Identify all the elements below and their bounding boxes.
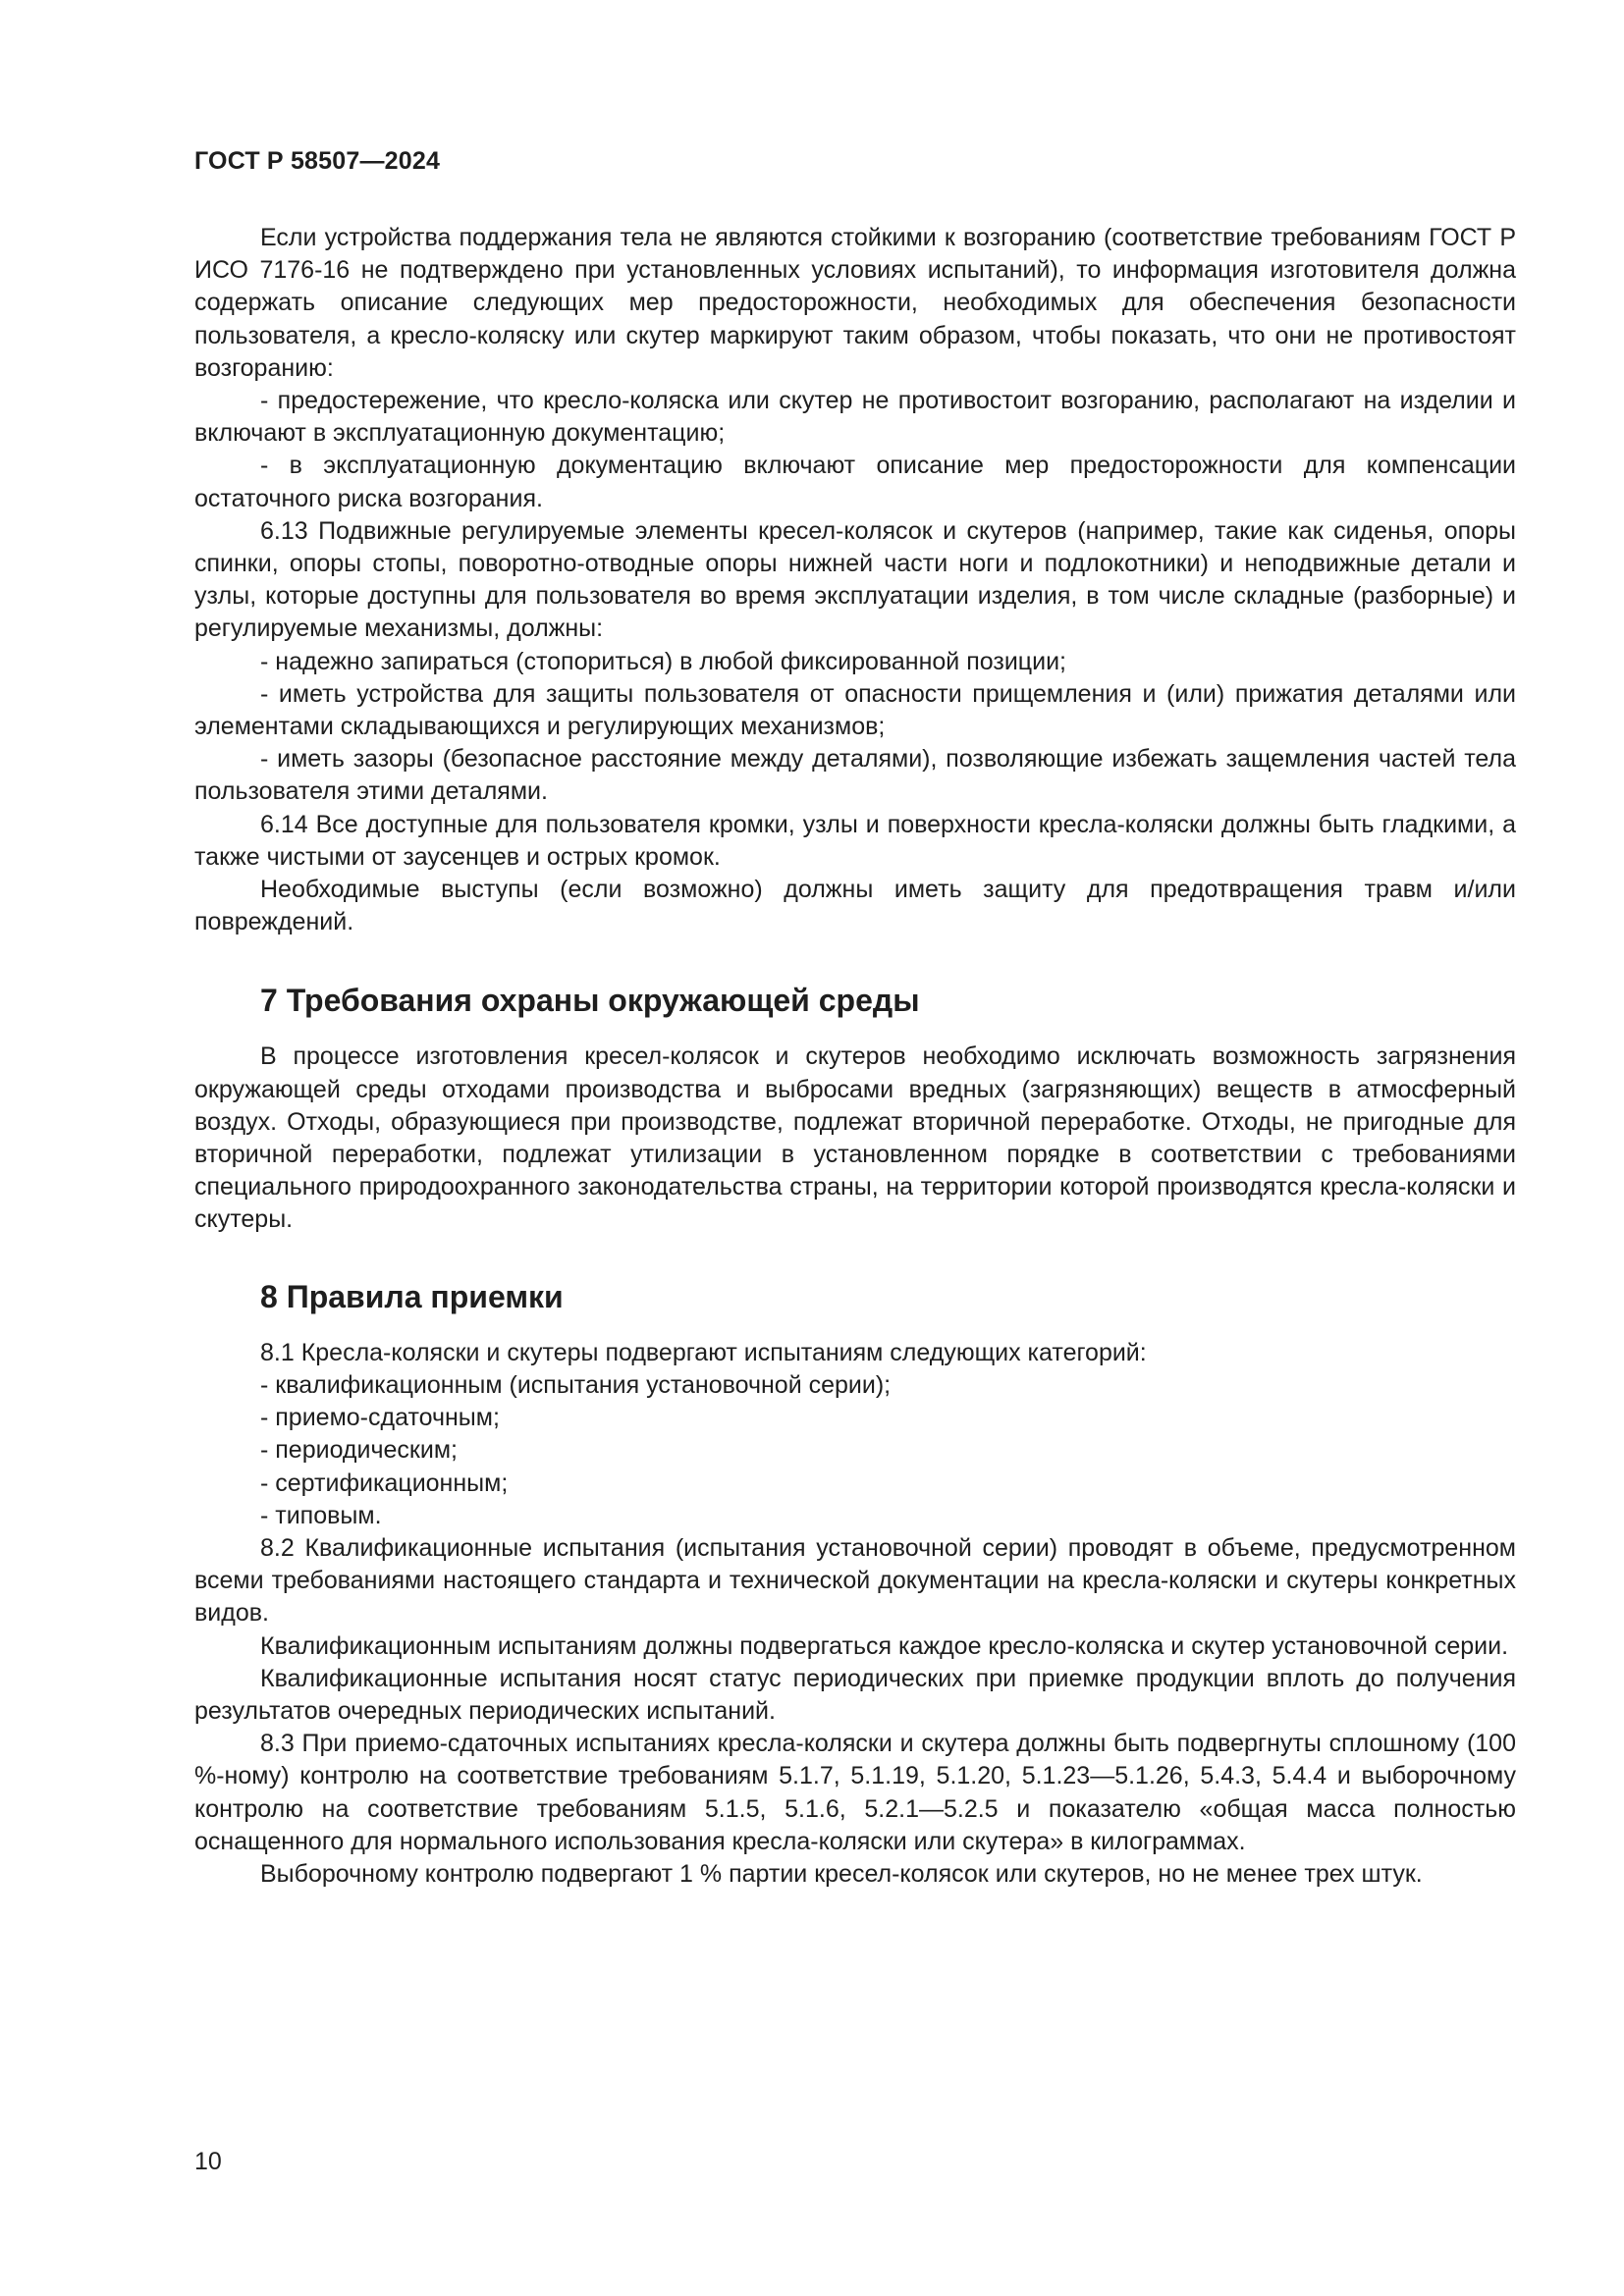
list-item: - иметь устройства для защиты пользователя от опасности прищемления и (или) прижатия деталями или элементами складывающихся и регулирующих механизмов; (194, 679, 1516, 741)
list-item: - предостережение, что кресло-коляска или скутер не противостоит возгоранию, располагают на изделии и включают в эксплуатационную документацию; (194, 387, 1516, 448)
paragraph-6-14-protrusions: Необходимые выступы (если возможно) должны иметь защиту для предотвращения травм и/или повреждений. (194, 876, 1516, 936)
list-item: - периодическим; (260, 1436, 458, 1465)
section-8-heading: 8 Правила приемки (260, 1278, 564, 1314)
spacer (194, 1237, 1516, 1277)
list-item: - в эксплуатационную документацию включают описание мер предосторожности для компенсации остаточного риска возгорания. (194, 452, 1516, 512)
list-item: - квалификационным (испытания установочной серии); (260, 1370, 892, 1399)
paragraph-8-2-qualification: Квалификационным испытаниям должны подвергаться каждое кресло-коляска и скутер установочной серии. (260, 1631, 1509, 1660)
spacer (194, 938, 1516, 981)
list-item: - сертификационным; (260, 1468, 509, 1497)
paragraph-8-3-sampling: Выборочному контролю подвергают 1 % партии кресел-колясок или скутеров, но не менее трех штук. (260, 1859, 1423, 1888)
paragraph-8-3: 8.3 При приемо-сдаточных испытаниях кресла-коляски и скутера должны быть подвергнуты сплошному (100 %-ному) контролю на соответствие требованиям 5.1.7, 5.1.19, 5.1.20, 5.1.23—5.1.26, 5.4.3, 5.4.4 и выборочному контролю на соответствие требованиям 5.1.5, 5.1.6, 5.2.1—5.2.5 и показателю «общая масса полностью оснащенного для нормального использования кресла-коляски или скутера» в килограммах. (194, 1730, 1516, 1855)
paragraph-8-1: 8.1 Кресла-коляски и скутеры подвергают испытаниям следующих категорий: (260, 1338, 1147, 1366)
spacer (194, 1316, 1516, 1337)
paragraph-8-2-status: Квалификационные испытания носят статус периодических при приемке продукции вплоть до получения результатов очередных периодических испытаний. (194, 1664, 1516, 1725)
paragraph-6-13: 6.13 Подвижные регулируемые элементы кресел-колясок и скутеров (например, такие как сиденья, опоры спинки, опоры стопы, поворотно-отводные опоры нижней части ноги и подлокотники) и неподвижные детали и узлы, которые доступны для пользователя во время эксплуатации изделия, в том числе складные (разборные) и регулируемые механизмы, должны: (194, 516, 1516, 643)
page-number: 10 (194, 2148, 222, 2175)
list-item: - надежно запираться (стопориться) в любой фиксированной позиции; (260, 647, 1066, 675)
list-item: - иметь зазоры (безопасное расстояние между деталями), позволяющие избежать защемления частей тела пользователя этими деталями. (194, 745, 1516, 806)
list-item: - приемо-сдаточным; (260, 1404, 500, 1432)
paragraph-fire-resistance: Если устройства поддержания тела не являются стойкими к возгоранию (соответствие требованиям ГОСТ Р ИСО 7176-16 не подтверждено при установленных условиях испытаний), то информация изготовителя должна содержать описание следующих мер предосторожности, необходимых для обеспечения безопасности пользователя, а кресло-коляску или скутер маркируют таким образом, чтобы показать, что они не противостоят возгоранию: (194, 224, 1516, 382)
paragraph-6-14: 6.14 Все доступные для пользователя кромки, узлы и поверхности кресла-коляски должны быть гладкими, а также чистыми от заусенцев и острых кромок. (194, 810, 1516, 871)
list-item: - типовым. (260, 1501, 382, 1529)
section-7-heading: 7 Требования охраны окружающей среды (260, 983, 920, 1019)
paragraph-8-2: 8.2 Квалификационные испытания (испытания установочной серии) проводят в объеме, предусмотренном всеми требованиями настоящего стандарта и технической документации на кресла-коляски и скутеры конкретных видов. (194, 1533, 1516, 1628)
document-header: ГОСТ Р 58507—2024 (194, 147, 441, 175)
page-body (194, 222, 1516, 1891)
paragraph-section-7: В процессе изготовления кресел-колясок и скутеров необходимо исключать возможность загрязнения окружающей среды отходами производства и выбросами вредных (загрязняющих) веществ в атмосферный воздух. Отходы, образующиеся при производстве, подлежат вторичной переработке. Отходы, не пригодные для вторичной переработки, подлежат утилизации в установленном порядке в соответствии с требованиями специального природоохранного законодательства страны, на территории которой производятся кресла-коляски и скутеры. (194, 1042, 1516, 1234)
spacer (194, 1020, 1516, 1041)
